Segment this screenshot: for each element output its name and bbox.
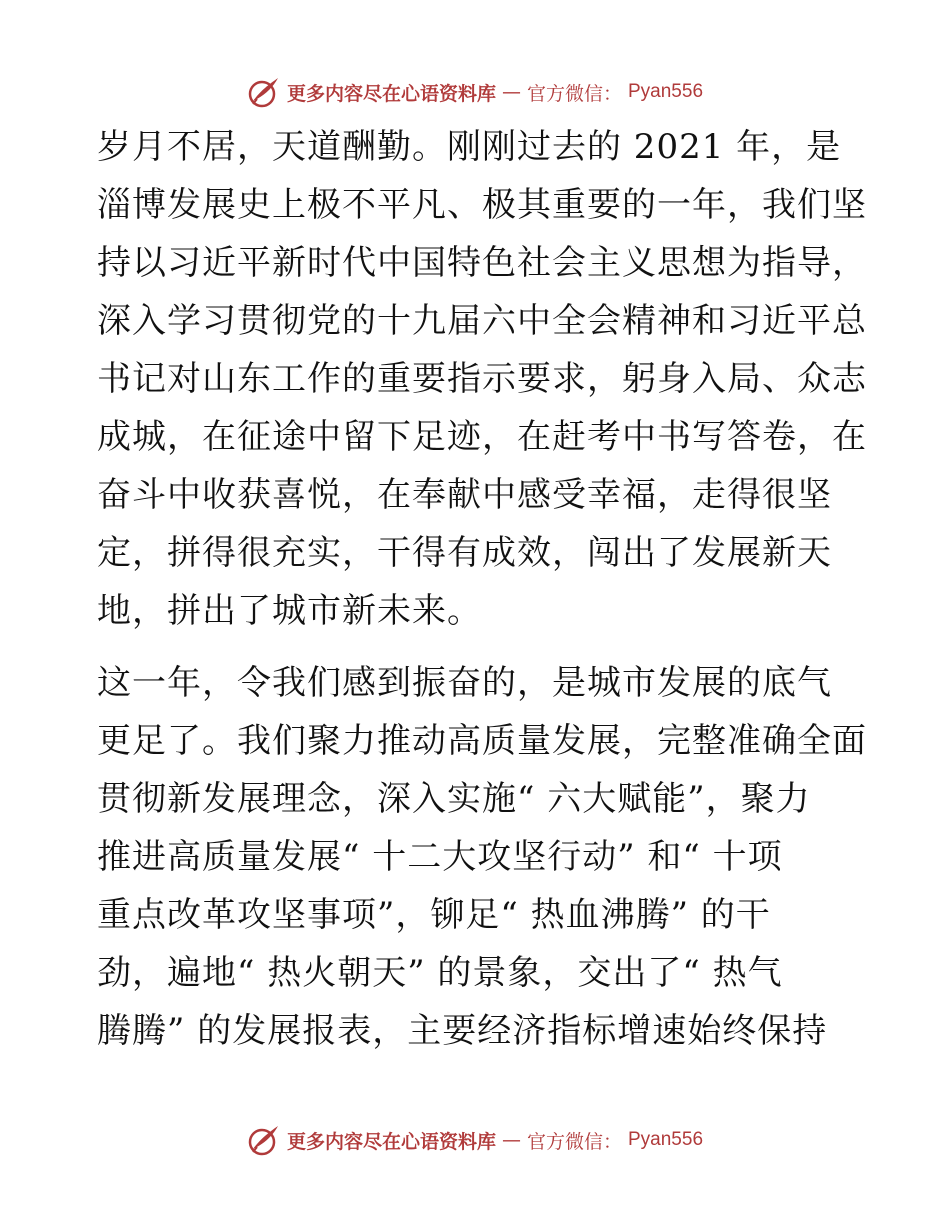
header-separator: — <box>501 81 521 103</box>
footer-wechat-id: Pyan556 <box>628 1129 704 1150</box>
text-line: 定，拼得很充实，干得有成效，闯出了发展新天 <box>97 533 832 573</box>
footer-separator: — <box>501 1129 521 1151</box>
text-line: 贯彻新发展理念，深入实施“ 六大赋能”，聚力 <box>97 779 811 819</box>
text-line: 地，拼出了城市新未来。 <box>97 591 482 631</box>
text-line: 这一年，令我们感到振奋的，是城市发展的底气 <box>97 663 832 703</box>
paragraph-spacer <box>97 640 857 654</box>
text-line: 更足了。我们聚力推动高质量发展，完整准确全面 <box>97 721 867 761</box>
document-body <box>97 118 867 1060</box>
header-wechat-label: 官方微信： <box>526 82 622 105</box>
text-line: 重点改革攻坚事项”，铆足“ 热血沸腾” 的干 <box>97 895 771 935</box>
text-line: 推进高质量发展“ 十二大攻坚行动” 和“ 十项 <box>97 837 783 877</box>
text-line: 深入学习贯彻党的十九届六中全会精神和习近平总 <box>97 301 867 341</box>
paragraph-1 <box>97 118 867 640</box>
text-line: 腾腾” 的发展报表，主要经济指标增速始终保持 <box>97 1011 828 1051</box>
text-line: 岁月不居，天道酬勤。刚刚过去的 2021 年，是 <box>97 127 842 167</box>
quill-logo-icon <box>247 1123 281 1157</box>
text-line: 淄博发展史上极不平凡、极其重要的一年，我们坚 <box>97 185 867 225</box>
text-line: 持以习近平新时代中国特色社会主义思想为指导， <box>97 243 867 283</box>
footer-brand: 更多内容尽在心语资料库 <box>286 1130 496 1153</box>
footer-watermark <box>0 1120 950 1160</box>
header-watermark <box>0 72 950 112</box>
text-line: 劲，遍地“ 热火朝天” 的景象，交出了“ 热气 <box>97 953 783 993</box>
text-line: 书记对山东工作的重要指示要求，躬身入局、众志 <box>97 359 867 399</box>
footer-wechat-label: 官方微信： <box>526 1130 622 1153</box>
header-brand: 更多内容尽在心语资料库 <box>286 82 496 105</box>
text-line: 奋斗中收获喜悦，在奉献中感受幸福，走得很坚 <box>97 475 832 515</box>
text-line: 成城，在征途中留下足迹，在赶考中书写答卷，在 <box>97 417 867 457</box>
header-wechat-id: Pyan556 <box>628 81 704 102</box>
paragraph-2 <box>97 654 867 1060</box>
quill-logo-icon <box>247 75 281 109</box>
